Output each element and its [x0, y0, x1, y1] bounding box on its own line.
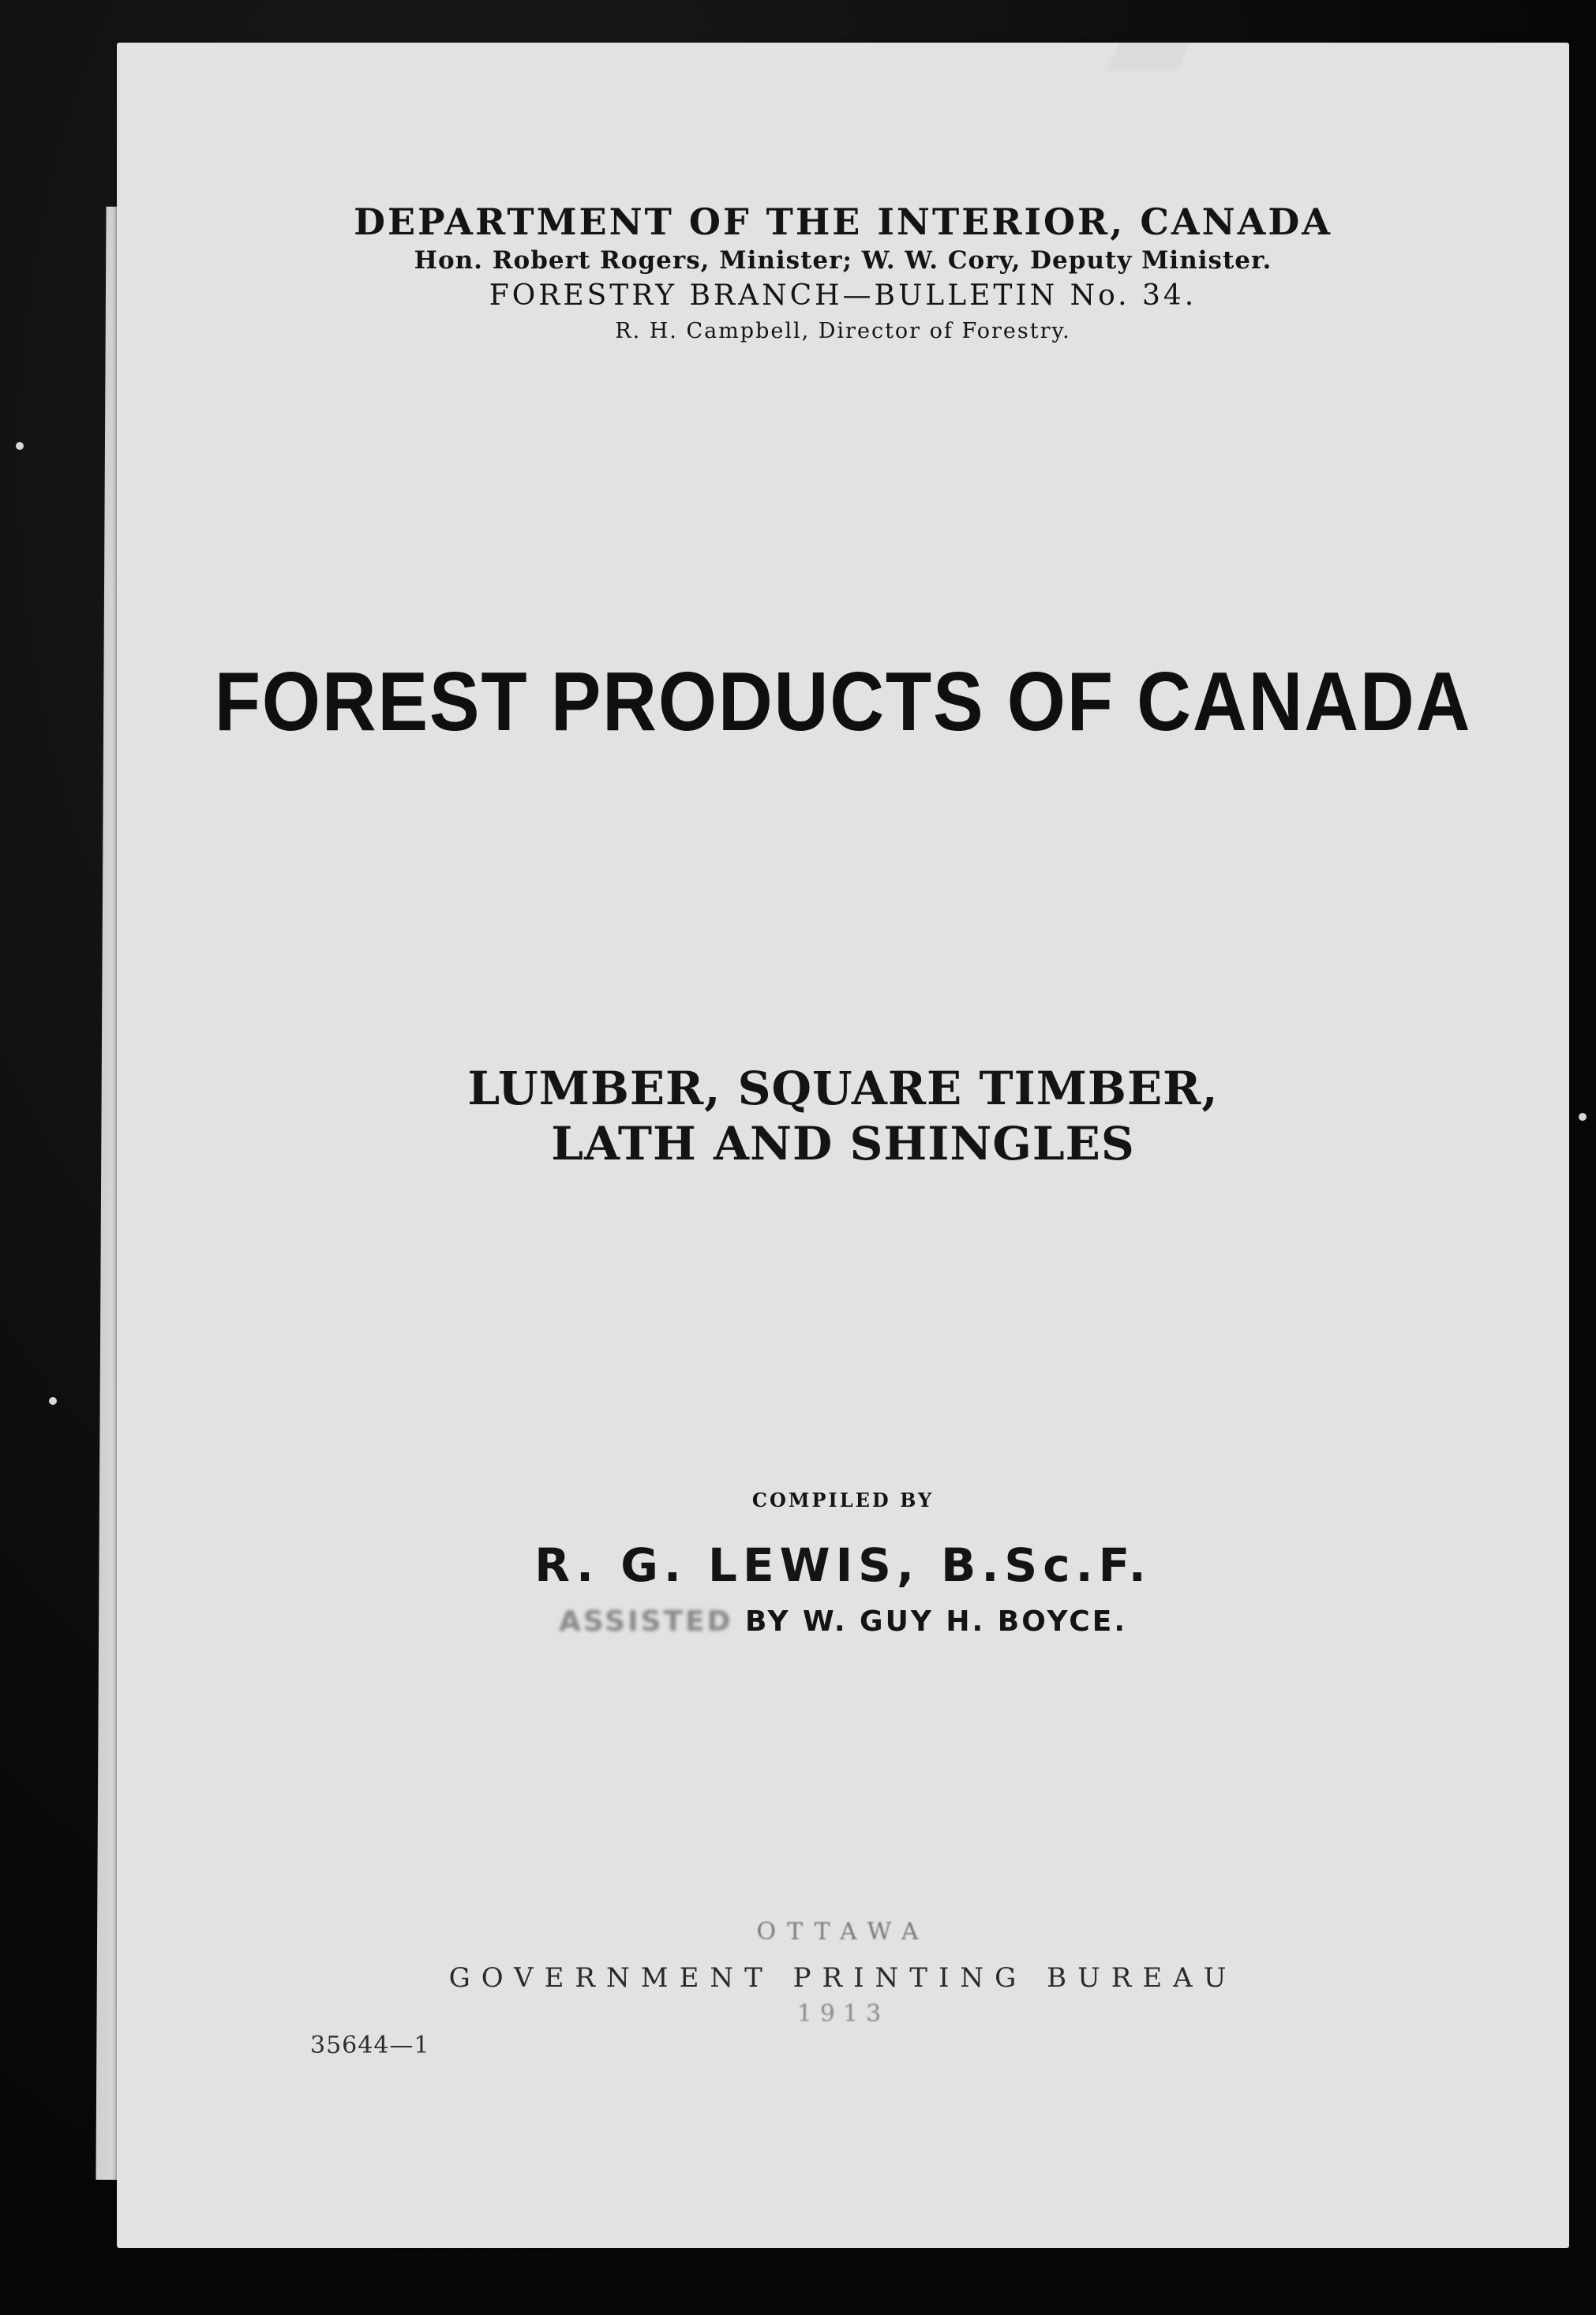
assisted-prefix: ASSISTED [559, 1605, 733, 1638]
department-heading: DEPARTMENT OF THE INTERIOR, CANADA [354, 200, 1332, 243]
dust-speck [49, 1397, 57, 1405]
author-name: R. G. LEWIS, B.Sc.F. [534, 1538, 1152, 1592]
compiled-by-label: COMPILED BY [751, 1489, 935, 1511]
minister-line: Hon. Robert Rogers, Minister; W. W. Cory, Deputy Minister. [414, 246, 1272, 275]
imprint-city: OTTAWA [756, 1918, 930, 1946]
main-title: FOREST PRODUCTS OF CANADA [214, 655, 1472, 748]
subtitle-text: LUMBER, SQUARE TIMBER, LATH AND SHINGLES [467, 1062, 1219, 1171]
plate-number: 35644—1 [310, 2032, 430, 2059]
assistant-name: BY W. GUY H. BOYCE. [732, 1605, 1127, 1638]
assistant-credit [117, 1605, 1569, 1638]
dust-speck [1579, 1113, 1587, 1121]
imprint-year: 1913 [796, 2000, 890, 2028]
title-page [117, 43, 1569, 2248]
director-line: R. H. Campbell, Director of Forestry. [615, 319, 1071, 343]
dust-speck [16, 442, 24, 450]
bulletin-line: FORESTRY BRANCH—BULLETIN No. 34. [489, 279, 1197, 312]
subtitle [117, 1061, 1569, 1171]
imprint-bureau: GOVERNMENT PRINTING BUREAU [448, 1962, 1238, 1994]
paper-tab [1107, 43, 1191, 71]
